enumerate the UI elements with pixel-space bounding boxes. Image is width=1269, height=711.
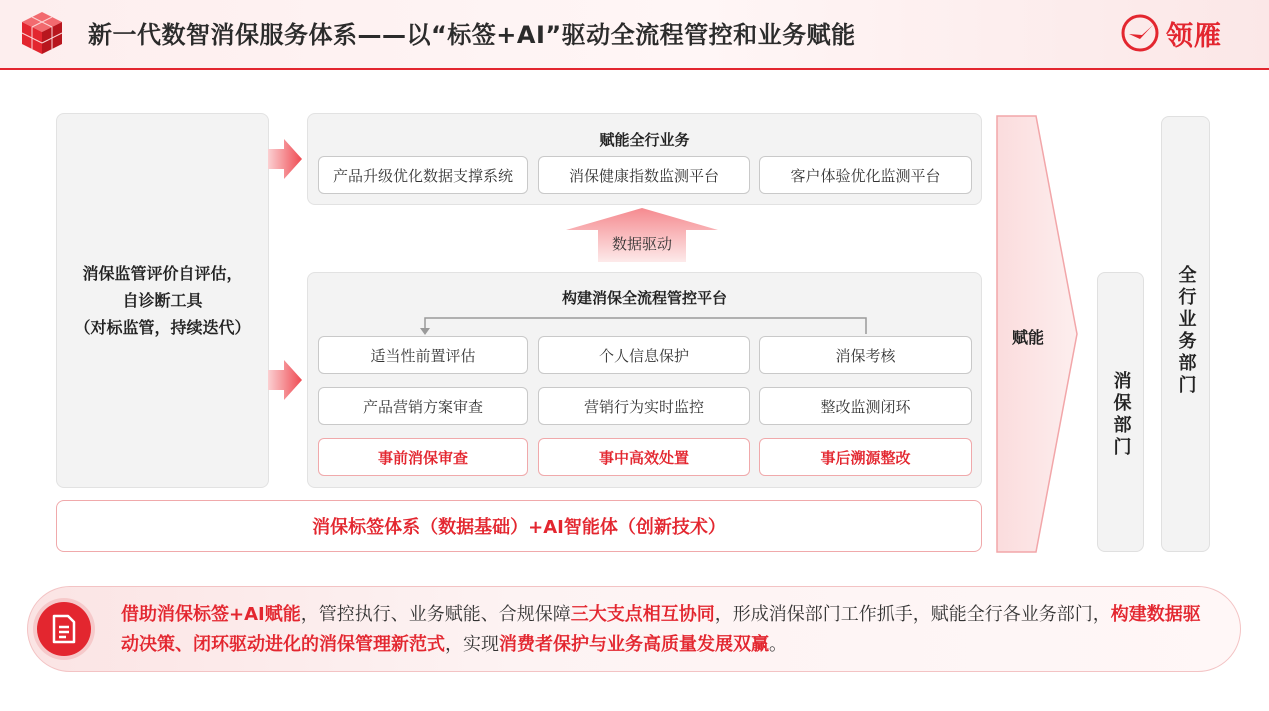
summary-segment: ，实现 [445,634,499,655]
summary-segment: ，形成消保部门工作抓手，赋能全行各业务部门， [714,604,1111,625]
red-cube-logo-icon [19,10,65,56]
summary-segment: ，管控执行、业务赋能、合规保障 [300,604,571,625]
system-item: 消保健康指数监测平台 [538,156,750,194]
full-process-platform-title: 构建消保全流程管控平台 [561,289,727,307]
all-business-depts-panel [1161,116,1210,552]
data-drive-label: 数据驱动 [611,235,672,253]
brand [1120,12,1222,54]
arrow-right-icon [268,360,302,400]
header [0,0,1269,70]
platform-item: 整改监测闭环 [759,387,972,425]
summary-highlight: 三大支点相互协同 [570,604,715,625]
stage-item: 事前消保审查 [318,438,528,476]
wild-goose-logo-icon [1120,13,1160,53]
platform-item: 个人信息保护 [538,336,750,374]
stage-item: 事中高效处置 [538,438,750,476]
consumer-protection-dept-panel [1097,272,1144,552]
summary-highlight: 借助消保标签+AI赋能 [121,604,301,625]
brand-name: 领雁 [1166,20,1222,52]
tag-ai-foundation-bar: 消保标签体系（数据基础）+AI智能体（创新技术） [56,500,982,552]
arrow-right-icon [268,139,302,179]
summary-highlight: 构建数据驱动决策、闭环驱动进化的消保管理新范式 [121,604,1201,655]
platform-item: 营销行为实时监控 [538,387,750,425]
enable-business-panel [307,113,982,205]
self-assessment-panel [56,113,269,488]
summary-text [121,600,1211,660]
stage-item: 事后溯源整改 [759,438,972,476]
platform-item: 适当性前置评估 [318,336,528,374]
full-process-platform-panel [307,272,982,488]
page-title: 新一代数智消保服务体系——以“标签+AI”驱动全流程管控和业务赋能 [88,21,856,49]
feedback-loop-arrow-icon [420,314,872,336]
summary-segment: 。 [769,634,787,655]
document-icon [37,602,91,656]
system-item: 客户体验优化监测平台 [759,156,972,194]
all-business-depts-label: 全行业务部门 [1175,265,1197,397]
platform-item: 产品营销方案审查 [318,387,528,425]
summary-highlight: 消费者保护与业务高质量发展双赢 [499,634,769,655]
enable-business-title: 赋能全行业务 [599,131,690,149]
system-item: 产品升级优化数据支撑系统 [318,156,528,194]
self-assessment-text: 消保监管评价自评估， 自诊断工具 （对标监管，持续迭代） [74,264,251,337]
platform-item: 消保考核 [759,336,972,374]
consumer-protection-dept-label: 消保部门 [1110,371,1132,459]
enable-label: 赋能 [1012,328,1045,347]
